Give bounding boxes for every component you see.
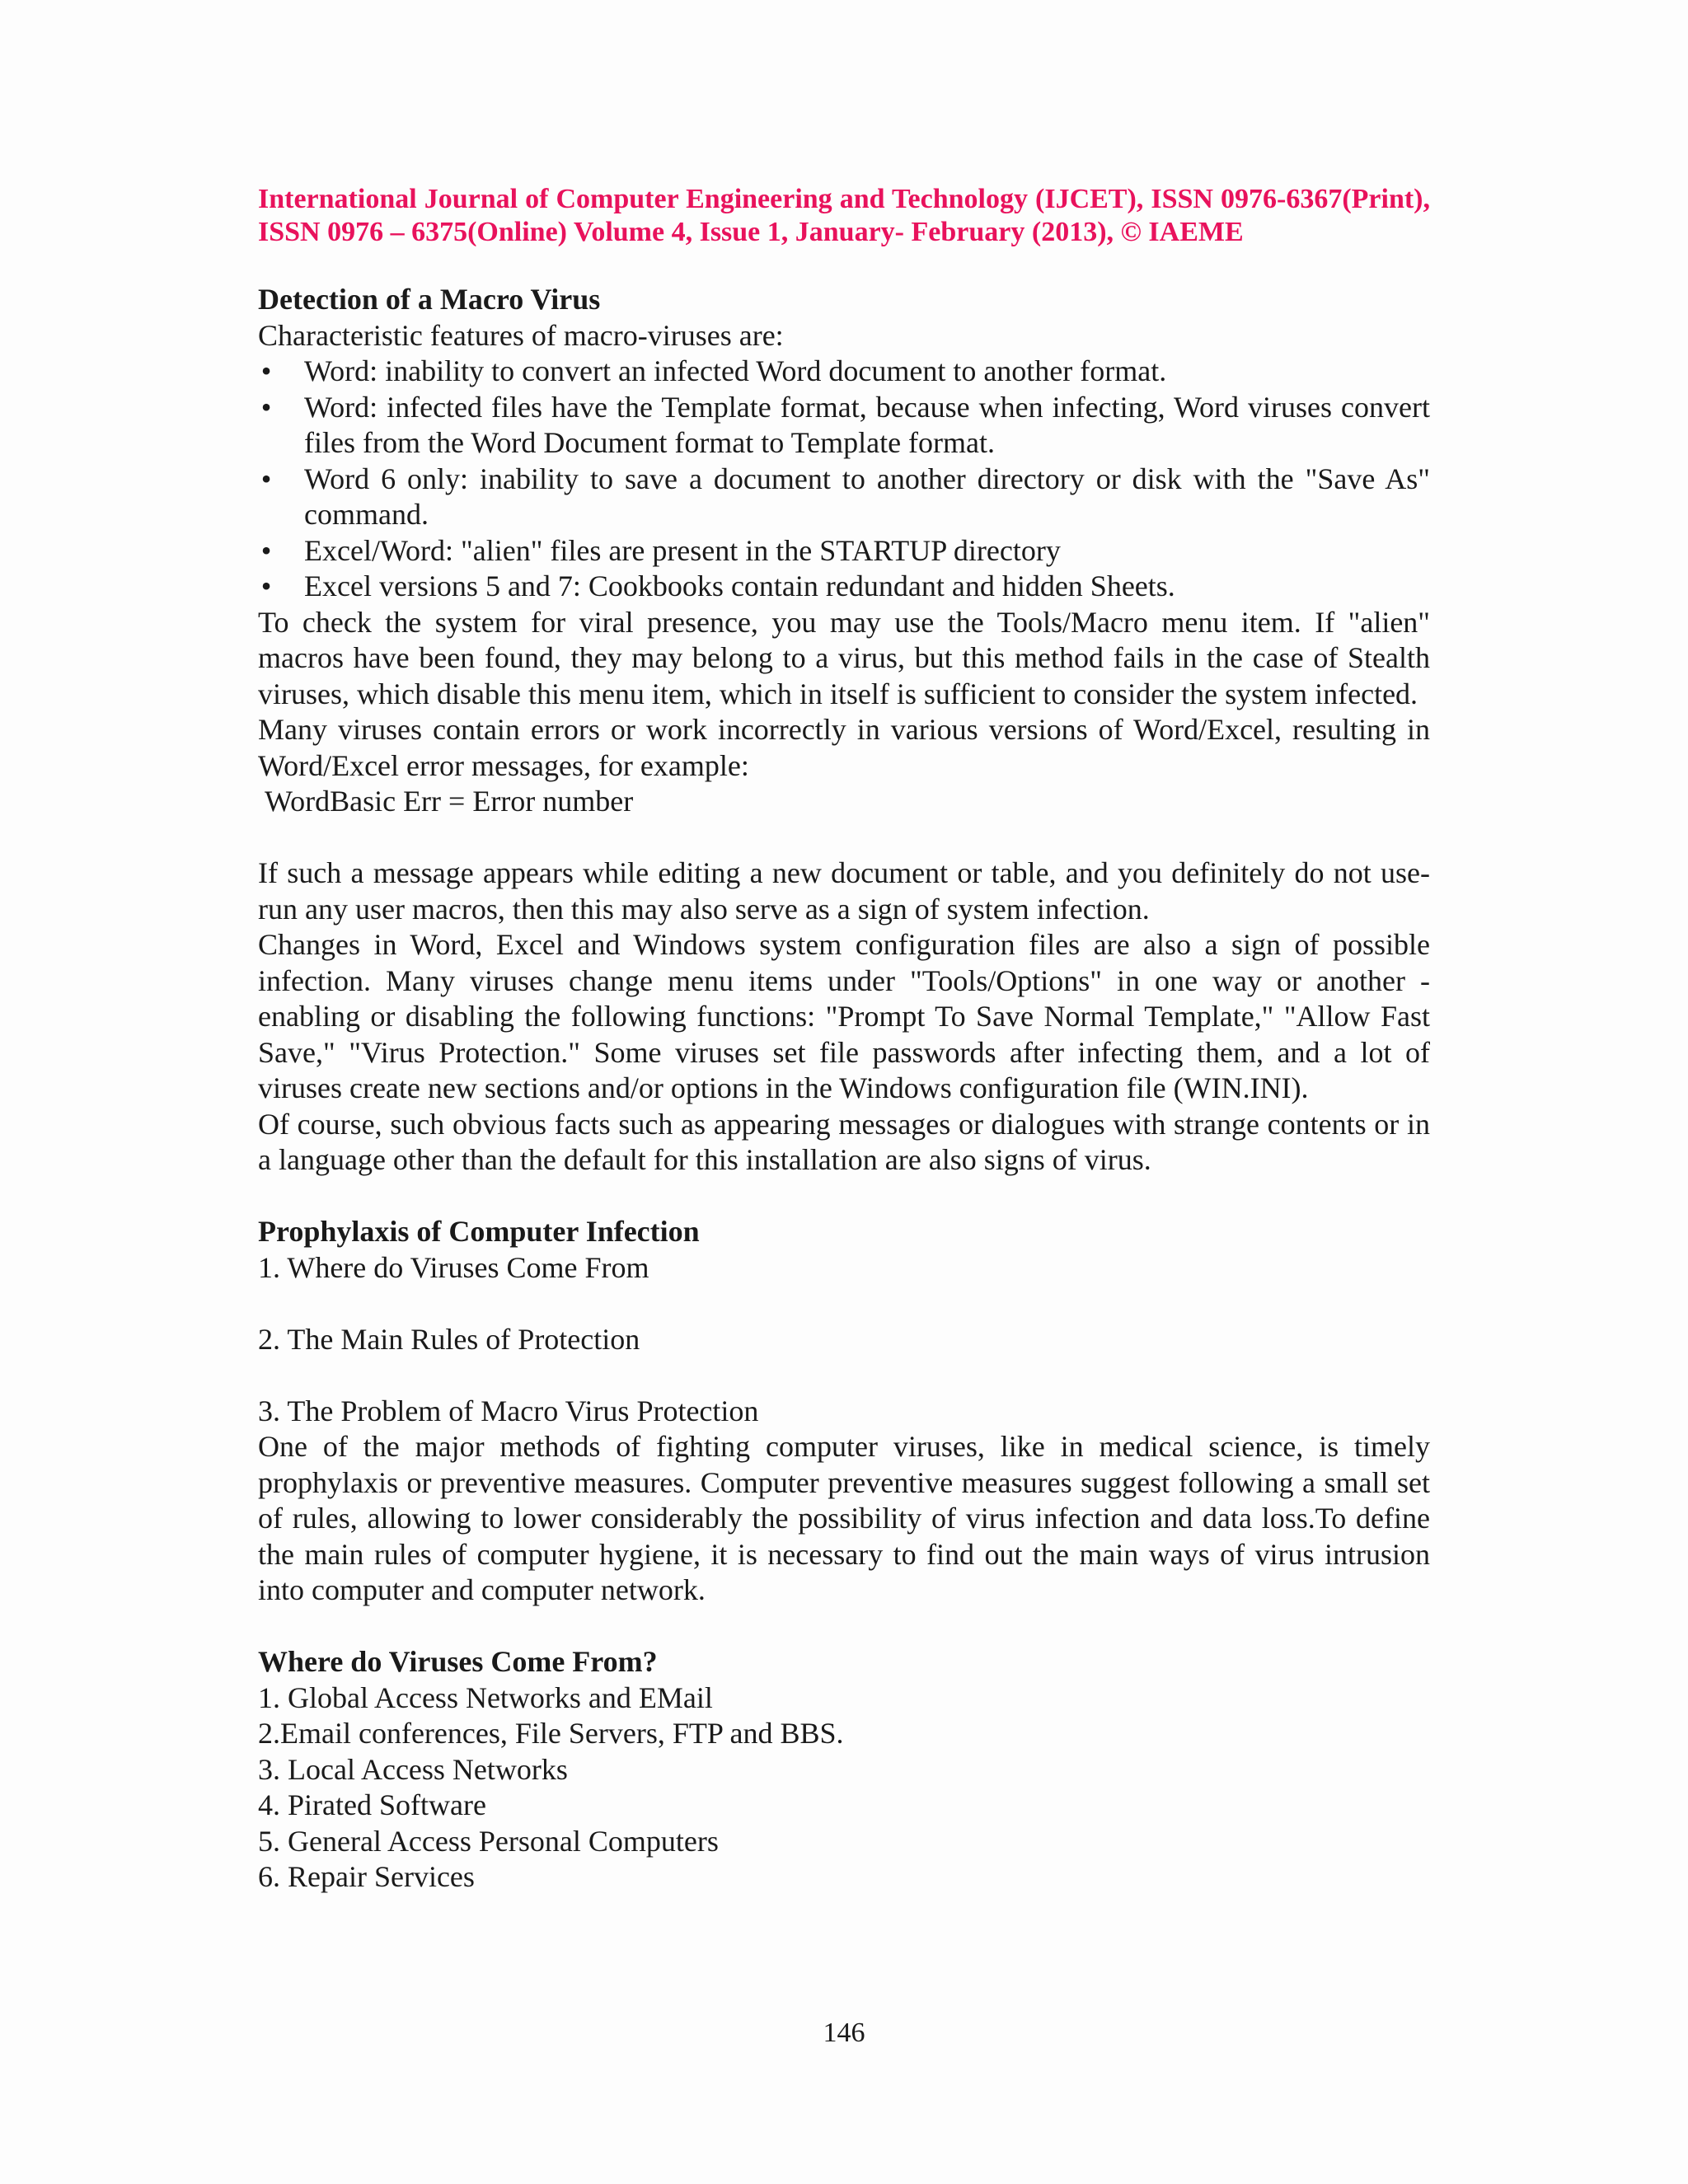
spacer: [258, 1357, 1430, 1394]
list-item: 1. Global Access Networks and EMail: [258, 1680, 713, 1714]
prophylaxis-item-2: 2. The Main Rules of Protection: [258, 1322, 640, 1356]
bullet-icon: •: [260, 462, 272, 495]
bullet-icon: •: [260, 569, 272, 602]
detection-intro: Characteristic features of macro-viruses are:: [258, 318, 784, 352]
bullet-icon: •: [260, 390, 272, 424]
section-heading-sources: Where do Viruses Come From?: [258, 1645, 658, 1678]
detection-paragraph-1: To check the system for viral presence, you may use the Tools/Macro menu item. If "alien" macros have been found, they may belong to a virus, but this method fails in the case of Stealth viruses, which disable this menu item, which in itself is sufficient to consider the system infected.: [258, 605, 1430, 710]
list-item: 2.Email conferences, File Servers, FTP and BBS.: [258, 1717, 844, 1750]
bullet-icon: •: [260, 533, 272, 567]
list-item: 6. Repair Services: [258, 1860, 475, 1893]
page-number: 146: [823, 2018, 865, 2048]
bullet-text: Word: inability to convert an infected Word document to another format.: [304, 354, 1167, 387]
bullet-icon: •: [260, 354, 272, 387]
prophylaxis-paragraph: One of the major methods of fighting computer viruses, like in medical science, is timely prophylaxis or preventive measures. Computer preventive measures suggest following a small set of rules, allowing to lower considerably the possibility of virus infection and data loss.To define the main rules of computer hygiene, it is necessary to find out the main ways of virus intrusion into computer and computer network.: [258, 1430, 1430, 1606]
journal-header: International Journal of Computer Engineering and Technology (IJCET), ISSN 0976-6367(Print), ISSN 0976 – 6375(Online) Volume 4, Issue 1, January- February (2013), © IAEME: [258, 184, 1430, 247]
section-heading-detection: Detection of a Macro Virus: [258, 283, 601, 316]
bullet-item: [258, 462, 1430, 533]
detection-paragraph-4: Changes in Word, Excel and Windows system configuration files are also a sign of possible infection. Many viruses change menu items under "Tools/Options" in one way or another - enabling or disabling the following functions: "Prompt To Save Normal Template," "Allow Fast Save," "Virus Protection." Some viruses set file passwords after infecting them, and a lot of viruses create new sections and/or options in the Windows configuration file (WIN.INI).: [258, 928, 1430, 1104]
detection-paragraph-3: If such a message appears while editing a new document or table, and you definitely do not use-run any user macros, then this may also serve as a sign of system infection.: [258, 856, 1430, 926]
bullet-item: [258, 390, 1430, 462]
prophylaxis-item-3: 3. The Problem of Macro Virus Protection: [258, 1394, 759, 1427]
detection-paragraph-5: Of course, such obvious facts such as appearing messages or dialogues with strange contents or in a language other than the default for this installation are also signs of virus.: [258, 1107, 1430, 1176]
bullet-item: [258, 354, 1430, 390]
list-item: 3. Local Access Networks: [258, 1752, 568, 1786]
spacer: [258, 1609, 1430, 1645]
feature-bullet-list: [258, 354, 1430, 605]
bullet-text: Excel versions 5 and 7: Cookbooks contain redundant and hidden Sheets.: [304, 569, 1175, 602]
detection-paragraph-2: Many viruses contain errors or work incorrectly in various versions of Word/Excel, resulting in Word/Excel error messages, for example:: [258, 713, 1430, 782]
spacer: [258, 1286, 1430, 1322]
bullet-item: [258, 533, 1430, 569]
list-item: 5. General Access Personal Computers: [258, 1824, 719, 1858]
bullet-text: Excel/Word: "alien" files are present in the STARTUP directory: [304, 533, 1061, 567]
section-heading-prophylaxis: Prophylaxis of Computer Infection: [258, 1215, 700, 1248]
bullet-text: Word: infected files have the Template format, because when infecting, Word viruses convert files from the Word Document format to Template format.: [304, 390, 1430, 459]
spacer: [258, 820, 1430, 856]
bullet-item: [258, 569, 1430, 605]
page-content: [258, 183, 1430, 1896]
prophylaxis-item-1: 1. Where do Viruses Come From: [258, 1250, 649, 1284]
virus-sources-list: [258, 1680, 1430, 1896]
bullet-text: Word 6 only: inability to save a document to another directory or disk with the "Save As" command.: [304, 462, 1430, 531]
spacer: [258, 1179, 1430, 1215]
list-item: 4. Pirated Software: [258, 1788, 486, 1821]
error-message-example: WordBasic Err = Error number: [265, 785, 634, 818]
